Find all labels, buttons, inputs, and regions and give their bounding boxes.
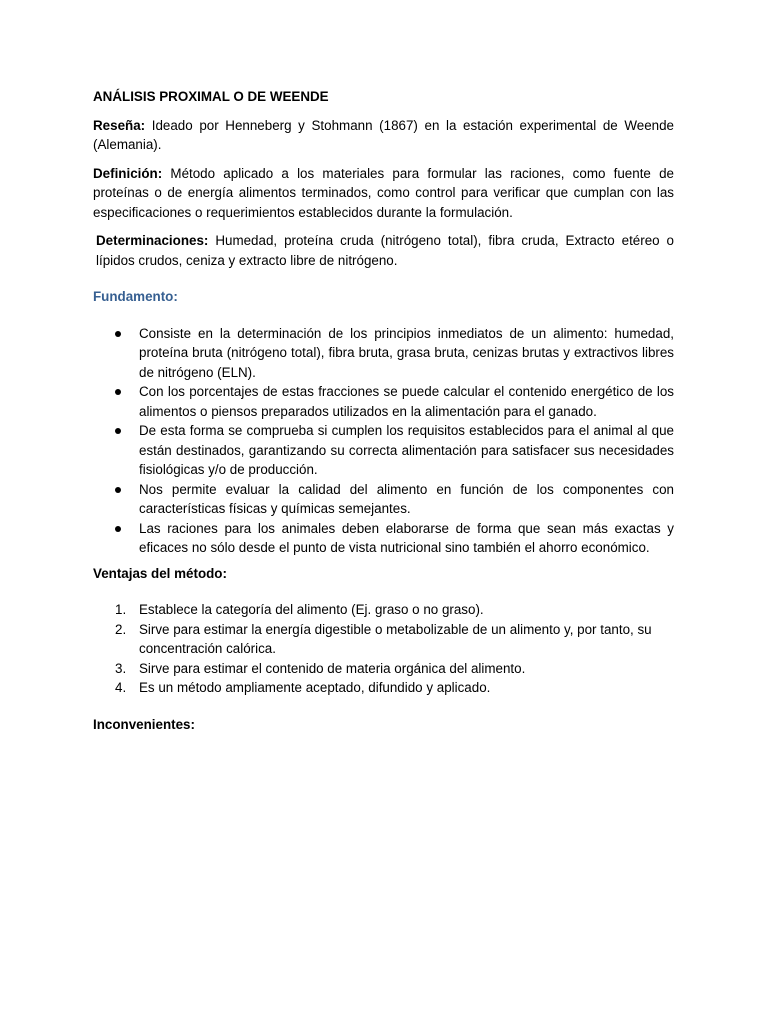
list-item-text: Consiste en la determinación de los principios inmediatos de un alimento: humedad, proteína bruta (nitrógeno total), fibra bruta, grasa bruta, cenizas brutas y extractivos libres de nitrógeno (ELN). xyxy=(139,325,674,380)
resena-text: Ideado por Henneberg y Stohmann (1867) en la estación experimental de Weende (Alemania). xyxy=(93,117,674,152)
list-item xyxy=(93,678,674,698)
resena-paragraph xyxy=(93,116,674,155)
fundamento-heading: Fundamento: xyxy=(93,289,178,304)
document-title: ANÁLISIS PROXIMAL O DE WEENDE xyxy=(93,89,329,104)
definicion-paragraph xyxy=(93,164,674,223)
ventajas-heading: Ventajas del método: xyxy=(93,565,227,581)
list-item-text: De esta forma se comprueba si cumplen los requisitos establecidos para el animal al que están destinados, garantizando su correcta alimentación para satisfacer sus necesidades fisiológicas y/o de producción. xyxy=(139,423,674,477)
list-item xyxy=(93,480,674,519)
bullet-icon xyxy=(115,389,121,395)
bullet-icon xyxy=(115,487,121,493)
bullet-icon xyxy=(115,526,121,532)
resena-label: Reseña: xyxy=(93,117,146,133)
ventajas-list xyxy=(93,600,674,698)
bullet-icon xyxy=(115,331,121,337)
list-item xyxy=(93,600,674,620)
list-item-text: Con los porcentajes de estas fracciones se puede calcular el contenido energético de los alimentos o piensos preparados utilizados en la alimentación para el ganado. xyxy=(139,384,674,419)
list-item-text: Las raciones para los animales deben elaborarse de forma que sean más exactas y eficaces no sólo desde el punto de vista nutricional sino también el ahorro económico. xyxy=(139,520,674,555)
list-item xyxy=(93,519,674,558)
list-number: 3. xyxy=(115,660,127,676)
determinaciones-paragraph xyxy=(93,231,674,270)
list-item xyxy=(93,382,674,421)
list-item-text: Sirve para estimar la energía digestible o metabolizable de un alimento y, por tanto, su concentración calórica. xyxy=(139,621,652,656)
fundamento-list xyxy=(93,324,674,558)
inconvenientes-heading: Inconvenientes: xyxy=(93,716,195,732)
list-item-text: Es un método ampliamente aceptado, difundido y aplicado. xyxy=(139,680,491,695)
determinaciones-label: Determinaciones: xyxy=(96,233,209,248)
list-number: 1. xyxy=(115,602,127,617)
definicion-text: Método aplicado a los materiales para formular las raciones, como fuente de proteínas o de energía alimentos terminados, como control para verificar que cumplan con las especificaciones o requerimientos establecidos durante la formulación. xyxy=(93,165,674,220)
list-item xyxy=(93,324,674,383)
document-page xyxy=(93,87,674,751)
list-item-text: Sirve para estimar el contenido de materia orgánica del alimento. xyxy=(139,660,526,676)
bullet-icon xyxy=(115,428,121,434)
list-number: 2. xyxy=(115,621,127,637)
list-item xyxy=(93,620,674,659)
list-item xyxy=(93,421,674,480)
determinaciones-text: Humedad, proteína cruda (nitrógeno total), fibra cruda, Extracto etéreo o lípidos crudos, ceniza y extracto libre de nitrógeno. xyxy=(96,233,674,268)
list-number: 4. xyxy=(115,680,127,695)
list-item-text: Establece la categoría del alimento (Ej. graso o no graso). xyxy=(139,602,484,617)
list-item xyxy=(93,659,674,679)
definicion-label: Definición: xyxy=(93,165,163,181)
list-item-text: Nos permite evaluar la calidad del alimento en función de los componentes con características físicas y químicas semejantes. xyxy=(139,481,674,516)
